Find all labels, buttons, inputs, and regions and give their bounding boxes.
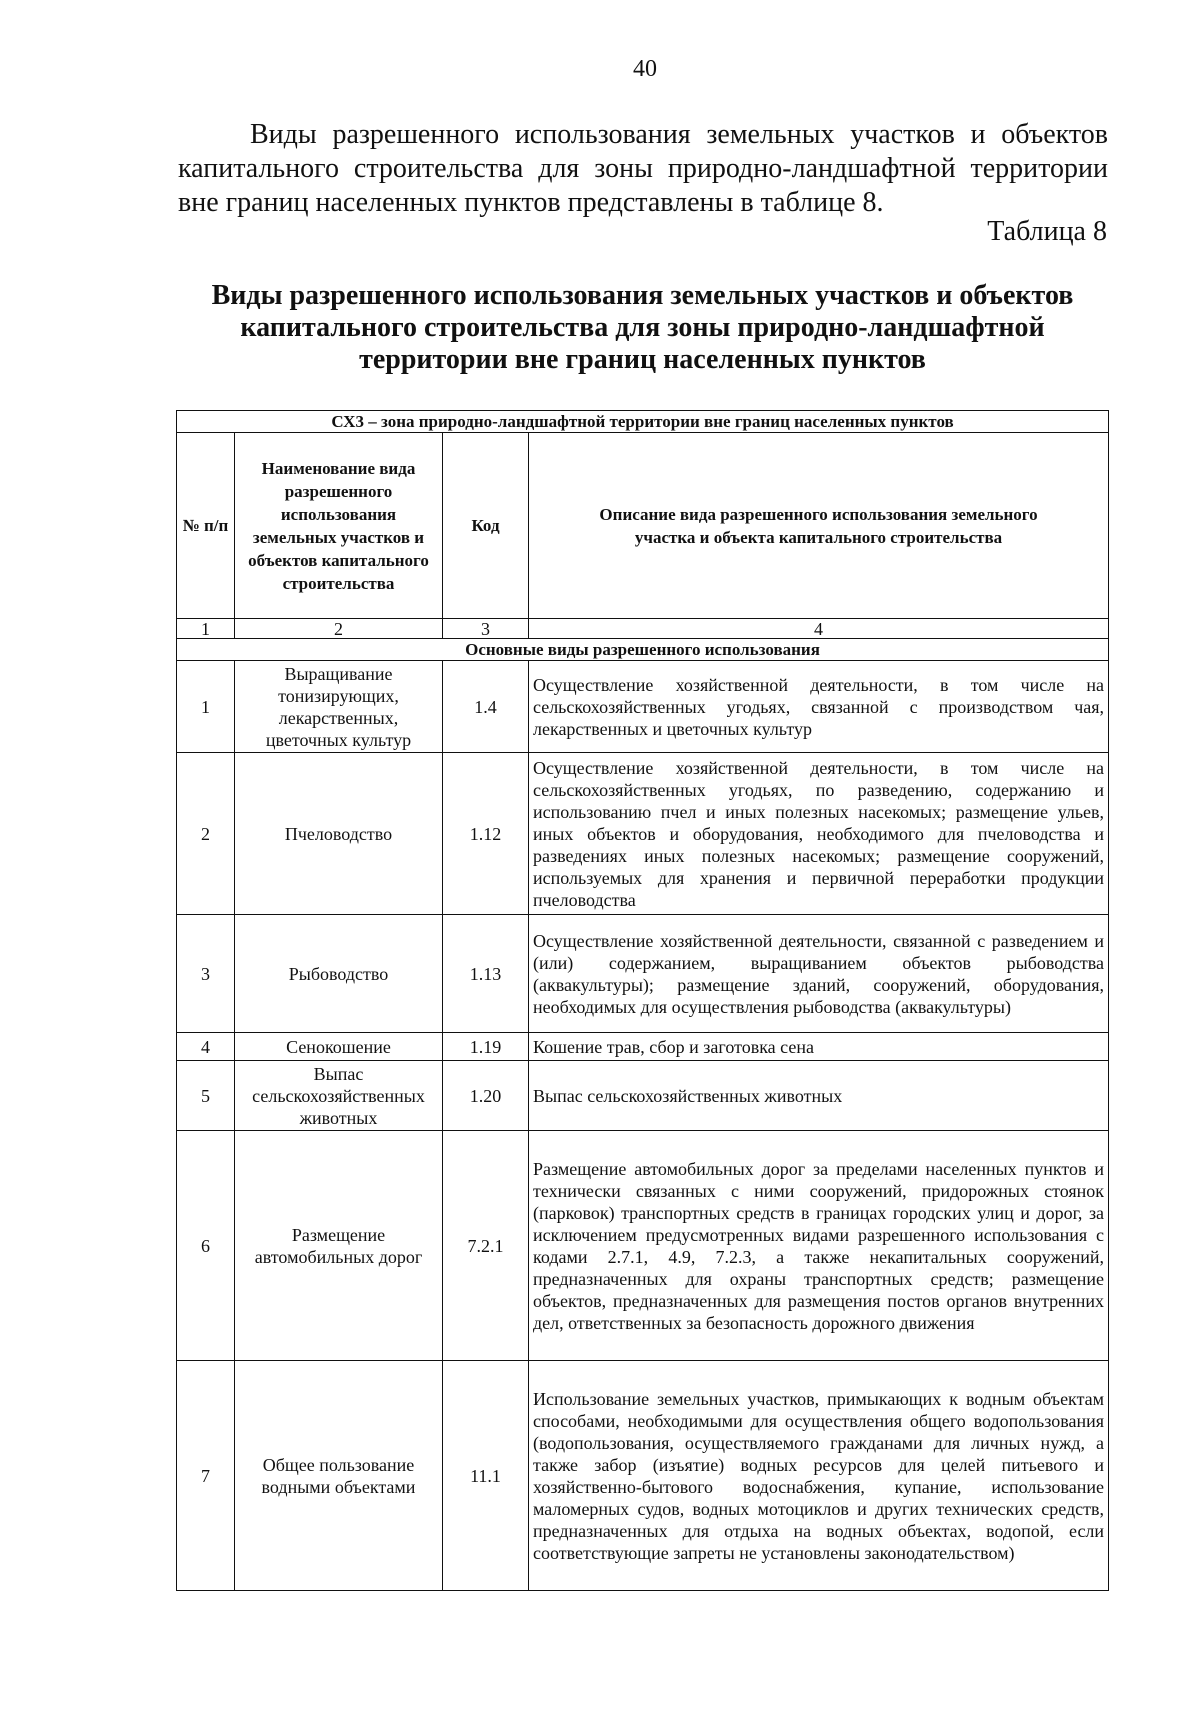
row-name: Общее пользование водными объектами <box>235 1361 443 1591</box>
table-row <box>177 1131 1109 1361</box>
row-name: Пчеловодство <box>235 753 443 915</box>
row-name: Выращивание тонизирующих, лекарственных, цветочных культур <box>235 661 443 753</box>
row-description: Осуществление хозяйственной деятельности, в том числе на сельскохозяйственных угодьях, по разведению, содержанию и использованию пчел и иных полезных насекомых; размещение ульев, иных объектов и оборудования, необходимого для пчеловодства и разведениях иных полезных насекомых; размещение сооружений, используемых для хранения и первичной переработки продукции пчеловодства <box>529 753 1109 915</box>
row-code: 1.13 <box>443 915 529 1033</box>
column-number: 2 <box>235 619 443 639</box>
row-code: 7.2.1 <box>443 1131 529 1361</box>
row-code: 11.1 <box>443 1361 529 1591</box>
zone-title: СХ3 – зона природно-ландшафтной территории вне границ населенных пунктов <box>177 411 1109 433</box>
table-row <box>177 1061 1109 1131</box>
table-row <box>177 1361 1109 1591</box>
row-code: 1.19 <box>443 1033 529 1061</box>
intro-paragraph: Виды разрешенного использования земельных участков и объектов капитального строительства для зоны природно-ландшафтной территории вне границ населенных пунктов представлены в таблице 8. <box>178 119 1108 218</box>
row-name: Сенокошение <box>235 1033 443 1061</box>
row-description: Осуществление хозяйственной деятельности, связанной с разведением и (или) содержанием, выращиванием объектов рыбоводства (аквакультуры); размещение зданий, сооружений, оборудования, необходимых для осуществления рыбоводства (аквакультуры) <box>529 915 1109 1033</box>
page-number: 40 <box>633 56 657 82</box>
table-row <box>177 1033 1109 1061</box>
row-number: 2 <box>177 753 235 915</box>
header-name: Наименование вида разрешенного использования земельных участков и объектов капитального строительства <box>235 433 443 619</box>
row-description: Размещение автомобильных дорог за пределами населенных пунктов и технически связанных с ними сооружений, придорожных стоянок (парковок) транспортных средств в границах городских улиц и дорог, за исключением предусмотренных видами разрешенного использования с кодами 2.7.1, 4.9, 7.2.3, а также некапитальных сооружений, предназначенных для охраны транспортных средств; размещение объектов, предназначенных для размещения постов органов внутренних дел, ответственных за безопасность дорожного движения <box>529 1131 1109 1361</box>
table-title: Виды разрешенного использования земельных участков и объектов капитального строительства для зоны природно-ландшафтной территории вне границ населенных пунктов <box>211 280 1074 375</box>
land-use-table <box>176 410 1109 1591</box>
column-number: 3 <box>443 619 529 639</box>
table-row <box>177 753 1109 915</box>
row-number: 4 <box>177 1033 235 1061</box>
row-name: Рыбоводство <box>235 915 443 1033</box>
row-number: 5 <box>177 1061 235 1131</box>
column-number: 1 <box>177 619 235 639</box>
column-number: 4 <box>529 619 1109 639</box>
row-code: 1.12 <box>443 753 529 915</box>
table-row <box>177 661 1109 753</box>
column-number-row <box>177 619 1109 639</box>
section-heading: Основные виды разрешенного использования <box>177 639 1109 661</box>
row-name: Выпас сельскохозяйственных животных <box>235 1061 443 1131</box>
row-code: 1.20 <box>443 1061 529 1131</box>
header-num: № п/п <box>177 433 235 619</box>
row-name: Размещение автомобильных дорог <box>235 1131 443 1361</box>
table-label: Таблица 8 <box>987 216 1107 247</box>
row-number: 7 <box>177 1361 235 1591</box>
row-description: Кошение трав, сбор и заготовка сена <box>529 1033 1109 1061</box>
header-desc: Описание вида разрешенного использования земельного участка и объекта капитального строительства <box>529 433 1109 619</box>
row-description: Осуществление хозяйственной деятельности, в том числе на сельскохозяйственных угодьях, связанной с производством чая, лекарственных и цветочных культур <box>529 661 1109 753</box>
row-code: 1.4 <box>443 661 529 753</box>
header-code: Код <box>443 433 529 619</box>
row-description: Выпас сельскохозяйственных животных <box>529 1061 1109 1131</box>
row-number: 6 <box>177 1131 235 1361</box>
row-number: 3 <box>177 915 235 1033</box>
row-number: 1 <box>177 661 235 753</box>
table-row <box>177 915 1109 1033</box>
header-row <box>177 433 1109 619</box>
row-description: Использование земельных участков, примыкающих к водным объектам способами, необходимыми для осуществления общего водопользования (водопользования, осуществляемого гражданами для личных нужд, а также забор (изъятие) водных ресурсов для целей питьевого и хозяйственно-бытового водоснабжения, купание, использование маломерных судов, водных мотоциклов и других технических средств, предназначенных для отдыха на водных объектах, водопой, если соответствующие запреты не установлены законодательством) <box>529 1361 1109 1591</box>
